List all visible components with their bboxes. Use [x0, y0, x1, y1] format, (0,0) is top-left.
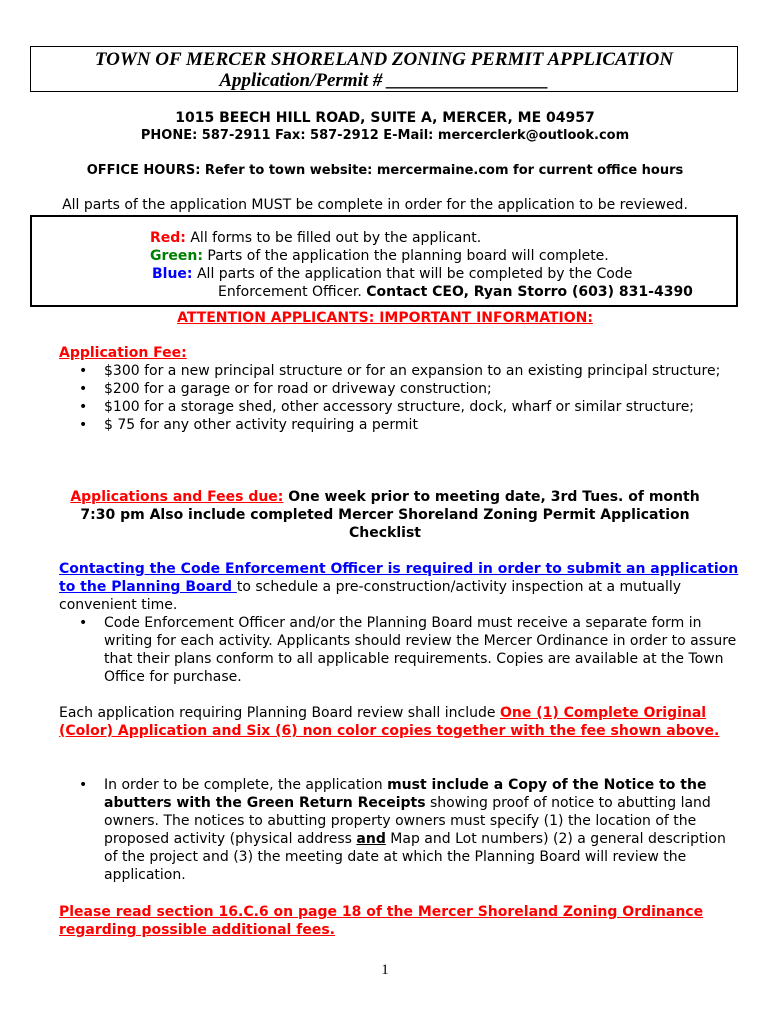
legend-red	[150, 229, 481, 247]
complete-pre: In order to be complete, the application	[104, 777, 388, 793]
due-line-3: Checklist	[349, 525, 421, 541]
each-application-paragraph	[59, 704, 729, 740]
legend-blue-cont	[218, 283, 693, 301]
fee-item: • $ 75 for any other activity requiring a permit	[59, 416, 739, 434]
legend-blue-label: Blue:	[152, 266, 193, 282]
due-text-1: One week prior to meeting date, 3rd Tues. of month	[283, 489, 700, 505]
title-box	[30, 46, 738, 92]
contacting-link-1[interactable]: Contacting the Code Enforcement Officer is required in order to submit an	[59, 561, 651, 577]
contacting-section	[59, 560, 739, 686]
contacting-list	[0, 614, 739, 686]
contacting-link-2[interactable]: application to the Planning Board	[59, 561, 739, 595]
due-line-1	[0, 488, 770, 506]
legend-blue-text: All parts of the application that will be completed by the Code	[192, 266, 633, 282]
phone-line: PHONE: 587-2911 Fax: 587-2912 E-Mail: mercerclerk@outlook.com	[140, 128, 630, 143]
intro-text: All parts of the application MUST be complete in order for the application to be reviewed.	[62, 197, 688, 213]
attention-heading: ATTENTION APPLICANTS: IMPORTANT INFORMATION:	[177, 310, 593, 326]
fee-heading: Application Fee:	[59, 345, 187, 361]
due-section	[0, 488, 770, 542]
due-label: Applications and Fees due:	[70, 489, 284, 505]
fee-list	[0, 362, 739, 434]
complete-mid: showing proof of notice to abutting land owners. The notices to abutting property owners must specify (1) the location of the proposed activity (physical address	[104, 795, 711, 847]
title-line-1: TOWN OF MERCER SHORELAND ZONING PERMIT APPLICATION	[94, 49, 674, 70]
complete-section	[59, 776, 739, 884]
address: 1015 BEECH HILL ROAD, SUITE A, MERCER, ME 04957	[175, 110, 595, 126]
legend-green	[150, 247, 609, 265]
complete-and: and	[356, 831, 386, 847]
each-text: Each application requiring Planning Board review shall include	[59, 705, 500, 721]
complete-bullet	[59, 776, 739, 884]
fee-item: • $200 for a garage or for road or driveway construction;	[59, 380, 739, 398]
complete-post: Map and Lot numbers) (2) a general description of the project and (3) the meeting date at which the Planning Board will review the application.	[104, 831, 726, 883]
page-number: 1	[381, 962, 389, 978]
legend-blue	[152, 265, 632, 283]
legend-green-label: Green:	[150, 248, 203, 264]
legend-red-label: Red:	[150, 230, 186, 246]
fee-item: • $100 for a storage shed, other accessory structure, dock, wharf or similar structure;	[59, 398, 739, 416]
legend-blue-text-2: Enforcement Officer.	[218, 284, 367, 300]
fee-item: • $300 for a new principal structure or for an expansion to an existing principal structure;	[59, 362, 739, 380]
due-line-2: 7:30 pm Also include completed Mercer Shoreland Zoning Permit Application	[80, 507, 690, 523]
fee-section	[59, 344, 739, 434]
title-line-2: Application/Permit # _________________	[219, 70, 549, 91]
legend-red-text: All forms to be filled out by the applicant.	[185, 230, 482, 246]
contacting-rest: to schedule a pre-construction/activity inspection at a mutually convenient time.	[59, 579, 682, 613]
contacting-bullet: • Code Enforcement Officer and/or the Planning Board must receive a separate form in writing for each activity. Applicants should review the Mercer Ordinance in order to assure that their plans conform to all applicable requirements. Copies are available at the Town Office for purchase.	[59, 614, 739, 686]
contacting-paragraph	[59, 560, 739, 614]
each-requirement: One (1) Complete Original (Color) Application and Six (6) non color copies together with the fee shown above.	[59, 705, 720, 739]
color-legend-box	[30, 215, 738, 307]
office-hours: OFFICE HOURS: Refer to town website: mercermaine.com for current office hours	[86, 163, 684, 178]
complete-list	[0, 776, 739, 884]
ceo-contact: Contact CEO, Ryan Storro (603) 831-4390	[366, 284, 693, 300]
complete-bold: must include a Copy of the Notice to the abutters with the Green Return Receipts	[104, 777, 707, 811]
additional-fees-notice: Please read section 16.C.6 on page 18 of the Mercer Shoreland Zoning Ordinance regarding possible additional fees.	[59, 904, 704, 938]
legend-green-text: Parts of the application the planning board will complete.	[202, 248, 609, 264]
